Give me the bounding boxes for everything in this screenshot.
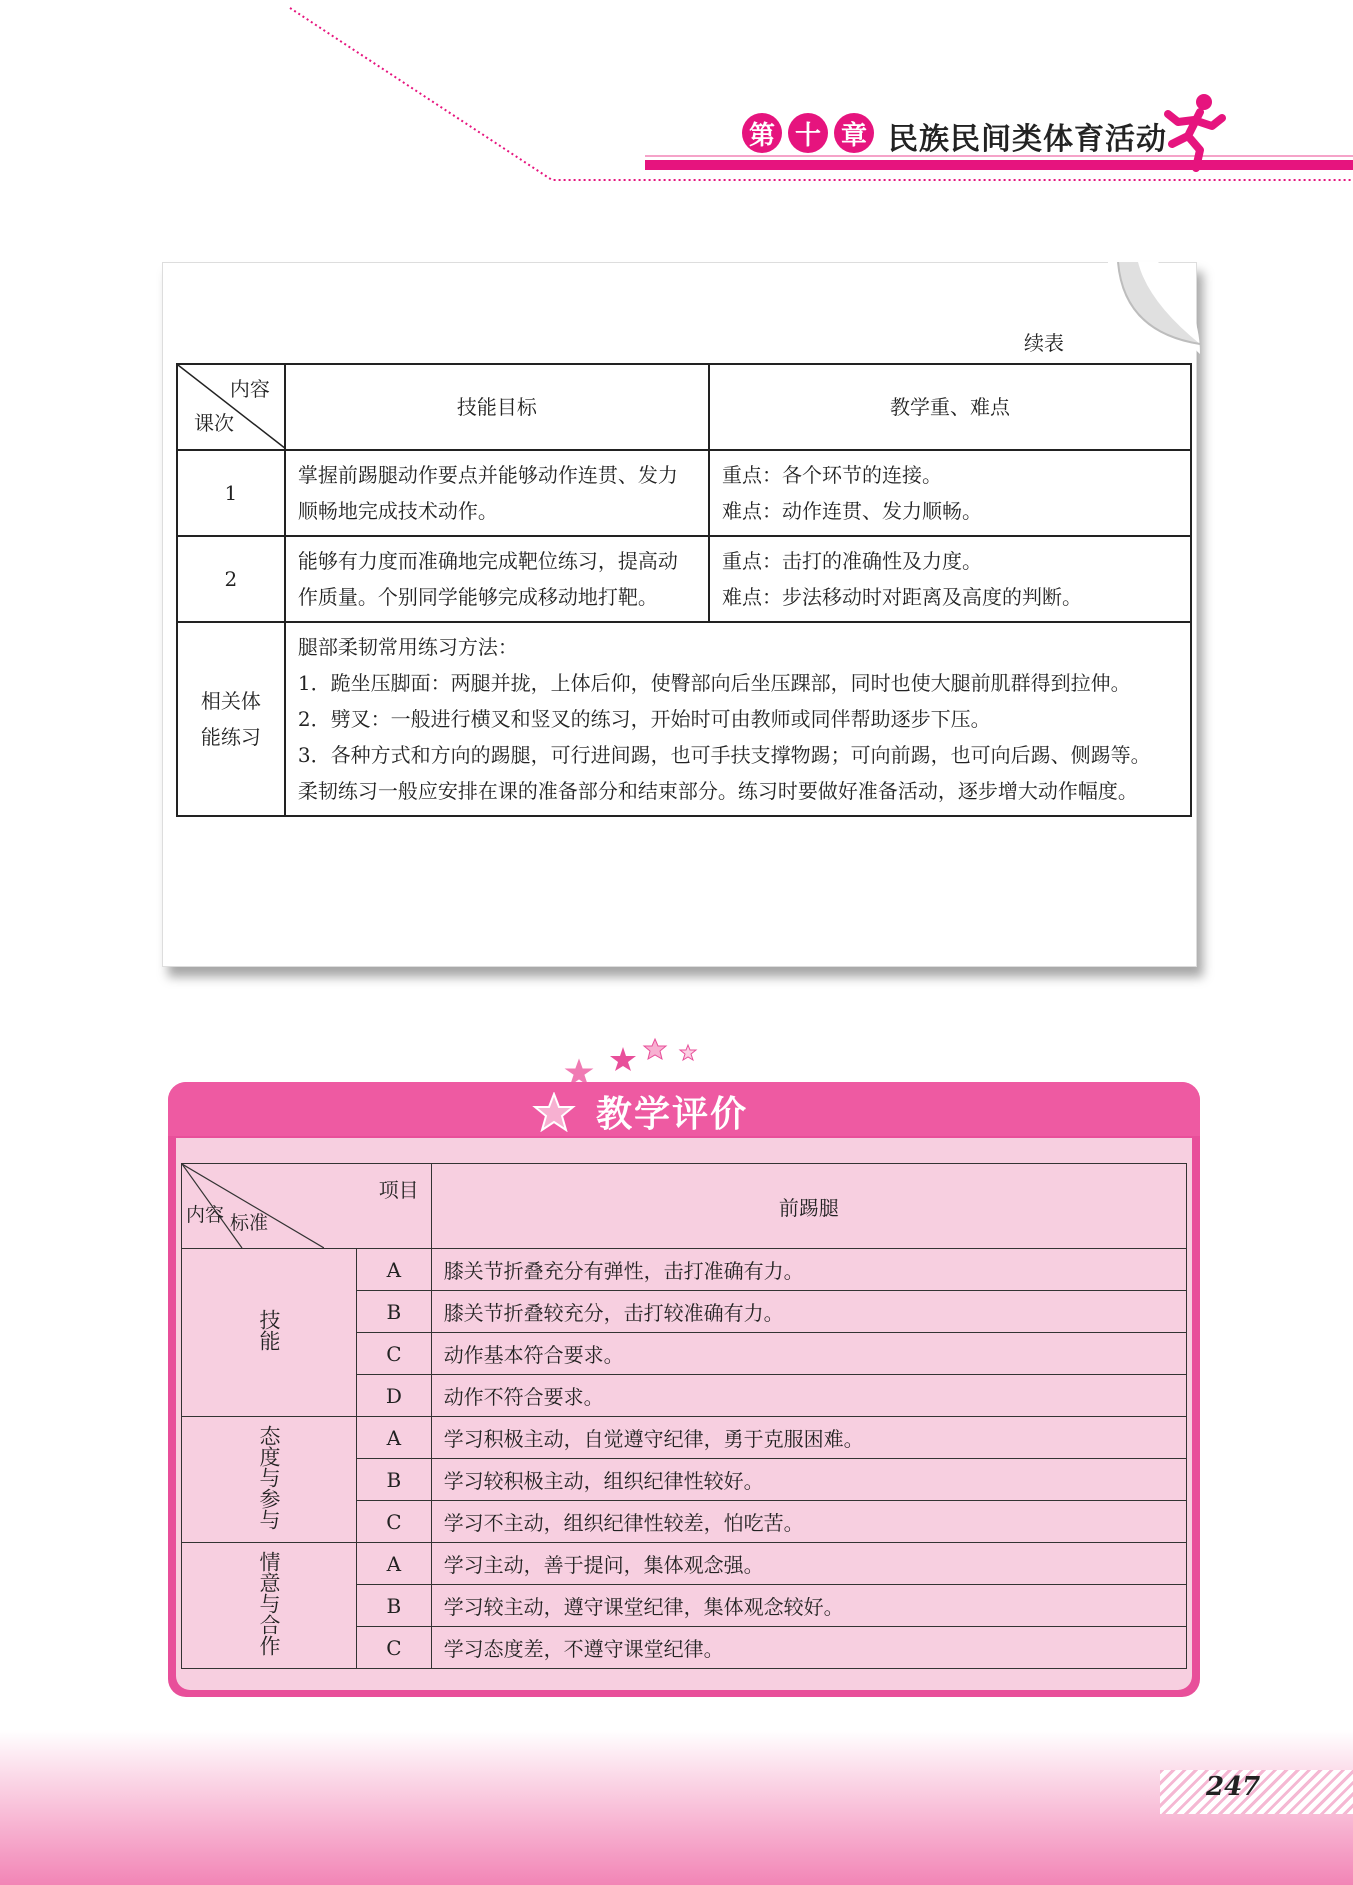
corner-content-label: 内容 [186, 1204, 225, 1226]
diagonal-header-cell [182, 1164, 432, 1249]
table-row [182, 1417, 1187, 1459]
grade: B [357, 1459, 432, 1501]
group-label-skill [182, 1249, 357, 1417]
page-header [0, 0, 1353, 190]
table-header-row [177, 364, 1191, 450]
chapter-title: 民族民间类体育活动 [888, 122, 1167, 157]
criteria: 动作基本符合要求。 [431, 1333, 1186, 1375]
criteria: 学习积极主动，自觉遵守纪律，勇于克服困难。 [431, 1417, 1186, 1459]
evaluation-table [181, 1163, 1187, 1669]
header-bar [645, 160, 1353, 170]
table-row [177, 536, 1191, 622]
grade: C [357, 1333, 432, 1375]
corner-content-label: 内容 [229, 377, 270, 401]
table-row [182, 1543, 1187, 1585]
col-header-front-kick: 前踢腿 [431, 1164, 1186, 1249]
group-label-attitude [182, 1417, 357, 1543]
diagonal-header-cell [177, 364, 285, 450]
continued-label: 续表 [1024, 331, 1064, 355]
key-point: 重点：各个环节的连接。 [721, 463, 942, 487]
page-curl-icon [1108, 262, 1200, 354]
fitness-line: 柔韧练习一般应安排在课的准备部分和结束部分。练习时要做好准备活动，逐步增大动作幅度。 [297, 779, 1138, 803]
page-number: 247 [1206, 1772, 1261, 1802]
grade: A [357, 1543, 432, 1585]
grade: D [357, 1375, 432, 1417]
key-points [709, 450, 1191, 536]
criteria: 学习不主动，组织纪律性较差，怕吃苦。 [431, 1501, 1186, 1543]
footer-band [0, 1730, 1353, 1885]
criteria: 学习主动，善于提问，集体观念强。 [431, 1543, 1186, 1585]
grade: B [357, 1291, 432, 1333]
chapter-badge: 十 [788, 113, 828, 153]
key-point: 重点：击打的准确性及力度。 [721, 549, 982, 573]
lesson-table [176, 363, 1192, 817]
chapter-badge: 章 [834, 113, 874, 153]
fitness-line: 腿部柔韧常用练习方法： [297, 635, 518, 659]
star-icon [610, 1047, 636, 1071]
col-header-skill: 技能目标 [285, 364, 709, 450]
key-points [709, 536, 1191, 622]
skill-goal: 掌握前踢腿动作要点并能够动作连贯、发力顺畅地完成技术动作。 [285, 450, 709, 536]
session-number: 1 [177, 450, 285, 536]
evaluation-header-row [182, 1164, 1187, 1249]
grade: B [357, 1585, 432, 1627]
corner-item-label: 项目 [378, 1178, 419, 1202]
col-header-key-points: 教学重、难点 [709, 364, 1191, 450]
runner-icon [1160, 92, 1230, 172]
chapter-badges [742, 113, 874, 153]
criteria: 膝关节折叠较充分，击打较准确有力。 [431, 1291, 1186, 1333]
grade: C [357, 1627, 432, 1669]
difficulty-point: 难点：步法移动时对距离及高度的判断。 [721, 585, 1082, 609]
fitness-label-line: 相关体 [200, 689, 261, 713]
grade: A [357, 1417, 432, 1459]
session-number: 2 [177, 536, 285, 622]
grade: A [357, 1249, 432, 1291]
group-label-text: 技能 [257, 1309, 281, 1351]
table-row [177, 450, 1191, 536]
criteria: 学习较积极主动，组织纪律性较好。 [431, 1459, 1186, 1501]
star-icon [532, 1092, 576, 1132]
evaluation-title: 教学评价 [596, 1094, 749, 1135]
criteria: 学习态度差，不遵守课堂纪律。 [431, 1627, 1186, 1669]
criteria: 膝关节折叠充分有弹性，击打准确有力。 [431, 1249, 1186, 1291]
fitness-line: 2．劈叉：一般进行横叉和竖叉的练习，开始时可由教师或同伴帮助逐步下压。 [297, 707, 991, 731]
star-icon [644, 1039, 666, 1059]
group-label-text: 情意与合作 [257, 1550, 281, 1656]
star-icon [680, 1045, 696, 1060]
difficulty-point: 难点：动作连贯、发力顺畅。 [721, 499, 982, 523]
fitness-row [177, 622, 1191, 816]
fitness-label [177, 622, 285, 816]
grade: C [357, 1501, 432, 1543]
chapter-badge: 第 [742, 113, 782, 153]
fitness-line: 1．跪坐压脚面：两腿并拢，上体后仰，使臀部向后坐压踝部，同时也使大腿前肌群得到拉伸。 [297, 671, 1131, 695]
fitness-line: 3．各种方式和方向的踢腿，可行进间踢，也可手扶支撑物踢；可向前踢，也可向后踢、侧踢等。 [297, 743, 1151, 767]
table-row [182, 1249, 1187, 1291]
criteria: 学习较主动，遵守课堂纪律，集体观念较好。 [431, 1585, 1186, 1627]
corner-session-label: 课次 [194, 411, 234, 435]
criteria: 动作不符合要求。 [431, 1375, 1186, 1417]
corner-standard-label: 标准 [230, 1212, 269, 1234]
fitness-label-line: 能练习 [200, 725, 261, 749]
group-label-text: 态度与参与 [257, 1424, 281, 1530]
skill-goal: 能够有力度而准确地完成靶位练习，提高动作质量。个别同学能够完成移动地打靶。 [285, 536, 709, 622]
fitness-content [285, 622, 1191, 816]
group-label-cooperation [182, 1543, 357, 1669]
